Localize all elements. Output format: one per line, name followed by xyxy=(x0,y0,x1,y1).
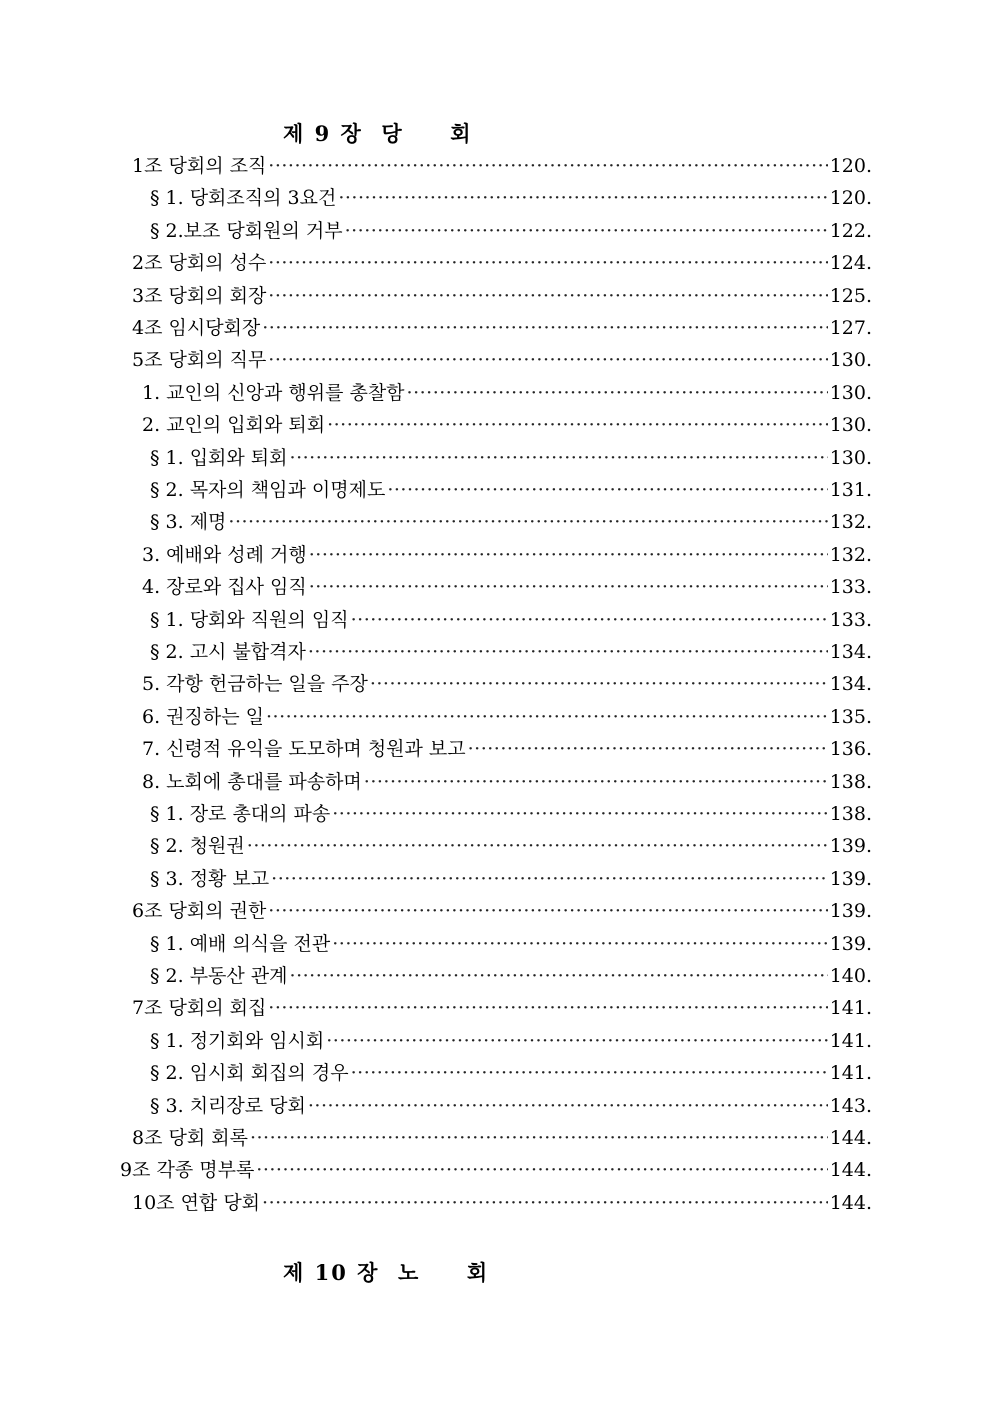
toc-entry xyxy=(142,733,872,765)
toc-entry-page: 120. xyxy=(829,155,872,177)
toc-entry-label: 5. 각항 헌금하는 일을 주장 xyxy=(142,673,368,696)
toc-leader-dots xyxy=(268,992,827,1024)
toc-entry-page: 127. xyxy=(829,317,872,339)
toc-entry xyxy=(150,960,872,992)
toc-entry-page: 139. xyxy=(829,867,872,890)
toc-entry-page: 130. xyxy=(829,414,872,437)
toc-entry-label: 2조 당회의 성수 xyxy=(132,252,267,275)
toc-entry xyxy=(150,1057,872,1089)
toc-entry-label: 5조 당회의 직무 xyxy=(132,349,267,372)
toc-entry-page: 143. xyxy=(829,1094,872,1117)
toc-leader-dots xyxy=(247,830,828,862)
toc-leader-dots xyxy=(370,668,828,700)
toc-entry xyxy=(132,992,872,1024)
toc-entry-page: 144. xyxy=(829,1127,872,1149)
toc-entry-label: § 3. 제명 xyxy=(150,511,227,534)
toc-entry-page: 134. xyxy=(829,673,872,696)
toc-leader-dots xyxy=(268,150,827,182)
toc-entry-page: 135. xyxy=(829,705,872,728)
toc-entry xyxy=(142,409,872,441)
toc-leader-dots xyxy=(345,215,828,247)
toc-entry-page: 122. xyxy=(829,219,872,242)
toc-entry-page: 131. xyxy=(829,479,872,501)
toc-entry xyxy=(150,863,872,895)
toc-entry-label: 6조 당회의 권한 xyxy=(132,900,267,923)
toc-entry-label: 3. 예배와 성례 거행 xyxy=(142,543,307,566)
toc-entry-label: § 2. 고시 불합격자 xyxy=(150,641,306,663)
toc-entry xyxy=(132,344,872,376)
toc-leader-dots xyxy=(271,863,828,895)
toc-entry xyxy=(132,895,872,927)
toc-leader-dots xyxy=(387,474,827,506)
toc-entry-page: 130. xyxy=(829,446,872,469)
toc-entry-page: 141. xyxy=(829,1062,872,1085)
toc-entry-label: § 1. 당회조직의 3요건 xyxy=(150,187,337,210)
toc-leader-dots xyxy=(228,506,827,538)
chapter-10-heading: 제 10 장 노 회 xyxy=(283,1260,490,1285)
toc-leader-dots xyxy=(309,539,828,571)
toc-leader-dots xyxy=(308,636,828,668)
toc-entry-page: 144. xyxy=(829,1191,872,1214)
toc-entry-label: 4. 장로와 집사 임직 xyxy=(142,576,307,599)
toc-entry-page: 138. xyxy=(829,770,872,793)
toc-entry-label: § 2. 청원권 xyxy=(150,835,245,858)
toc-entry-label: § 1. 장로 총대의 파송 xyxy=(150,803,331,825)
toc-entry xyxy=(142,377,872,409)
toc-entry xyxy=(150,1090,872,1122)
toc-entry xyxy=(150,506,872,538)
toc-entry-page: 132. xyxy=(829,511,872,534)
toc-leader-dots xyxy=(268,895,827,927)
toc-leader-dots xyxy=(407,377,828,409)
toc-entry xyxy=(150,636,872,668)
toc-entry-label: 10조 연합 당회 xyxy=(132,1191,261,1214)
toc-entry xyxy=(150,928,872,960)
toc-entry-label: § 3. 치리장로 당회 xyxy=(150,1094,306,1117)
toc-entry-page: 124. xyxy=(829,252,872,275)
toc-entry xyxy=(150,182,872,214)
toc-entry xyxy=(142,539,872,571)
toc-entry-label: § 2. 임시회 회집의 경우 xyxy=(150,1062,349,1085)
toc-entry-label: 7조 당회의 회집 xyxy=(132,997,267,1020)
toc-leader-dots xyxy=(351,1057,828,1089)
toc-entry-label: 1. 교인의 신앙과 행위를 총찰함 xyxy=(142,381,405,404)
toc-entry-label: 9조 각종 명부록 xyxy=(120,1159,255,1182)
toc-entry-label: 3조 당회의 회장 xyxy=(132,284,267,307)
toc-entry xyxy=(120,1154,872,1186)
toc-entry-label: 8. 노회에 총대를 파송하며 xyxy=(142,770,362,793)
toc-entry-page: 130. xyxy=(829,381,872,404)
toc-leader-dots xyxy=(268,247,827,279)
toc-entry xyxy=(150,442,872,474)
toc-entry-label: § 3. 정황 보고 xyxy=(150,867,270,890)
toc-entry-label: 4조 임시당회장 xyxy=(132,317,261,339)
toc-entry-label: 7. 신령적 유익을 도모하며 청원과 보고 xyxy=(142,738,466,761)
toc-entry-page: 141. xyxy=(829,997,872,1020)
toc-entry xyxy=(132,1122,872,1154)
toc-entry-page: 133. xyxy=(829,576,872,599)
toc-entry-label: 8조 당회 회록 xyxy=(132,1127,248,1149)
toc-entry-label: § 2. 목자의 책임과 이명제도 xyxy=(150,479,386,501)
toc-leader-dots xyxy=(326,1025,827,1057)
toc-entry xyxy=(132,312,872,344)
toc-entry xyxy=(132,1187,872,1219)
toc-entry-page: 141. xyxy=(829,1029,872,1052)
toc-entry-page: 133. xyxy=(829,608,872,631)
toc-entry-page: 120. xyxy=(829,187,872,210)
toc-entry-page: 125. xyxy=(829,284,872,307)
toc-leader-dots xyxy=(268,280,827,312)
toc-entry-page: 140. xyxy=(829,965,872,987)
toc-leader-dots xyxy=(468,733,828,765)
toc-leader-dots xyxy=(332,928,827,960)
toc-entry-label: 6. 권징하는 일 xyxy=(142,705,264,728)
toc-entry-page: 139. xyxy=(829,932,872,955)
toc-leader-dots xyxy=(309,571,828,603)
toc-leader-dots xyxy=(327,409,828,441)
chapter-9-heading: 제 9 장 당 회 xyxy=(283,121,473,146)
toc-leader-dots xyxy=(256,1154,827,1186)
toc-entry xyxy=(142,701,872,733)
toc-entry-label: § 1. 당회와 직원의 임직 xyxy=(150,608,349,631)
toc-entry xyxy=(132,280,872,312)
toc-entry-label: § 1. 입회와 퇴회 xyxy=(150,446,288,469)
toc-entry-page: 132. xyxy=(829,543,872,566)
toc-entry-page: 138. xyxy=(829,803,872,825)
toc-entry xyxy=(132,150,872,182)
toc-entry xyxy=(132,247,872,279)
toc-entry-label: 1조 당회의 조직 xyxy=(132,155,267,177)
toc-entry-page: 144. xyxy=(829,1159,872,1182)
toc-leader-dots xyxy=(332,798,827,830)
toc-entry xyxy=(142,766,872,798)
toc-entry xyxy=(150,830,872,862)
toc-entry xyxy=(150,474,872,506)
toc-entry-label: 2. 교인의 입회와 퇴회 xyxy=(142,414,326,437)
toc-leader-dots xyxy=(364,766,828,798)
toc-entry xyxy=(150,604,872,636)
toc-entry xyxy=(142,668,872,700)
toc-entry xyxy=(142,571,872,603)
toc-leader-dots xyxy=(338,182,827,214)
toc-entry xyxy=(150,1025,872,1057)
toc-entry xyxy=(150,798,872,830)
toc-leader-dots xyxy=(308,1090,828,1122)
toc-entry-page: 134. xyxy=(829,641,872,663)
toc-leader-dots xyxy=(262,1187,828,1219)
toc-entry-page: 130. xyxy=(829,349,872,372)
toc-leader-dots xyxy=(351,604,828,636)
toc-leader-dots xyxy=(250,1122,828,1154)
toc-leader-dots xyxy=(262,312,827,344)
toc-entry-label: § 2. 부동산 관계 xyxy=(150,965,288,987)
toc-entry-label: § 1. 예배 의식을 전관 xyxy=(150,932,331,955)
toc-entry-page: 139. xyxy=(829,835,872,858)
toc-leader-dots xyxy=(266,701,828,733)
toc-leader-dots xyxy=(268,344,827,376)
toc-entry-page: 136. xyxy=(829,738,872,761)
toc-entry xyxy=(150,215,872,247)
toc-entry-label: § 1. 정기회와 임시회 xyxy=(150,1029,325,1052)
toc-entry-label: § 2.보조 당회원의 거부 xyxy=(150,219,343,242)
toc-entry-page: 139. xyxy=(829,900,872,923)
toc-leader-dots xyxy=(290,960,828,992)
toc-leader-dots xyxy=(290,442,828,474)
